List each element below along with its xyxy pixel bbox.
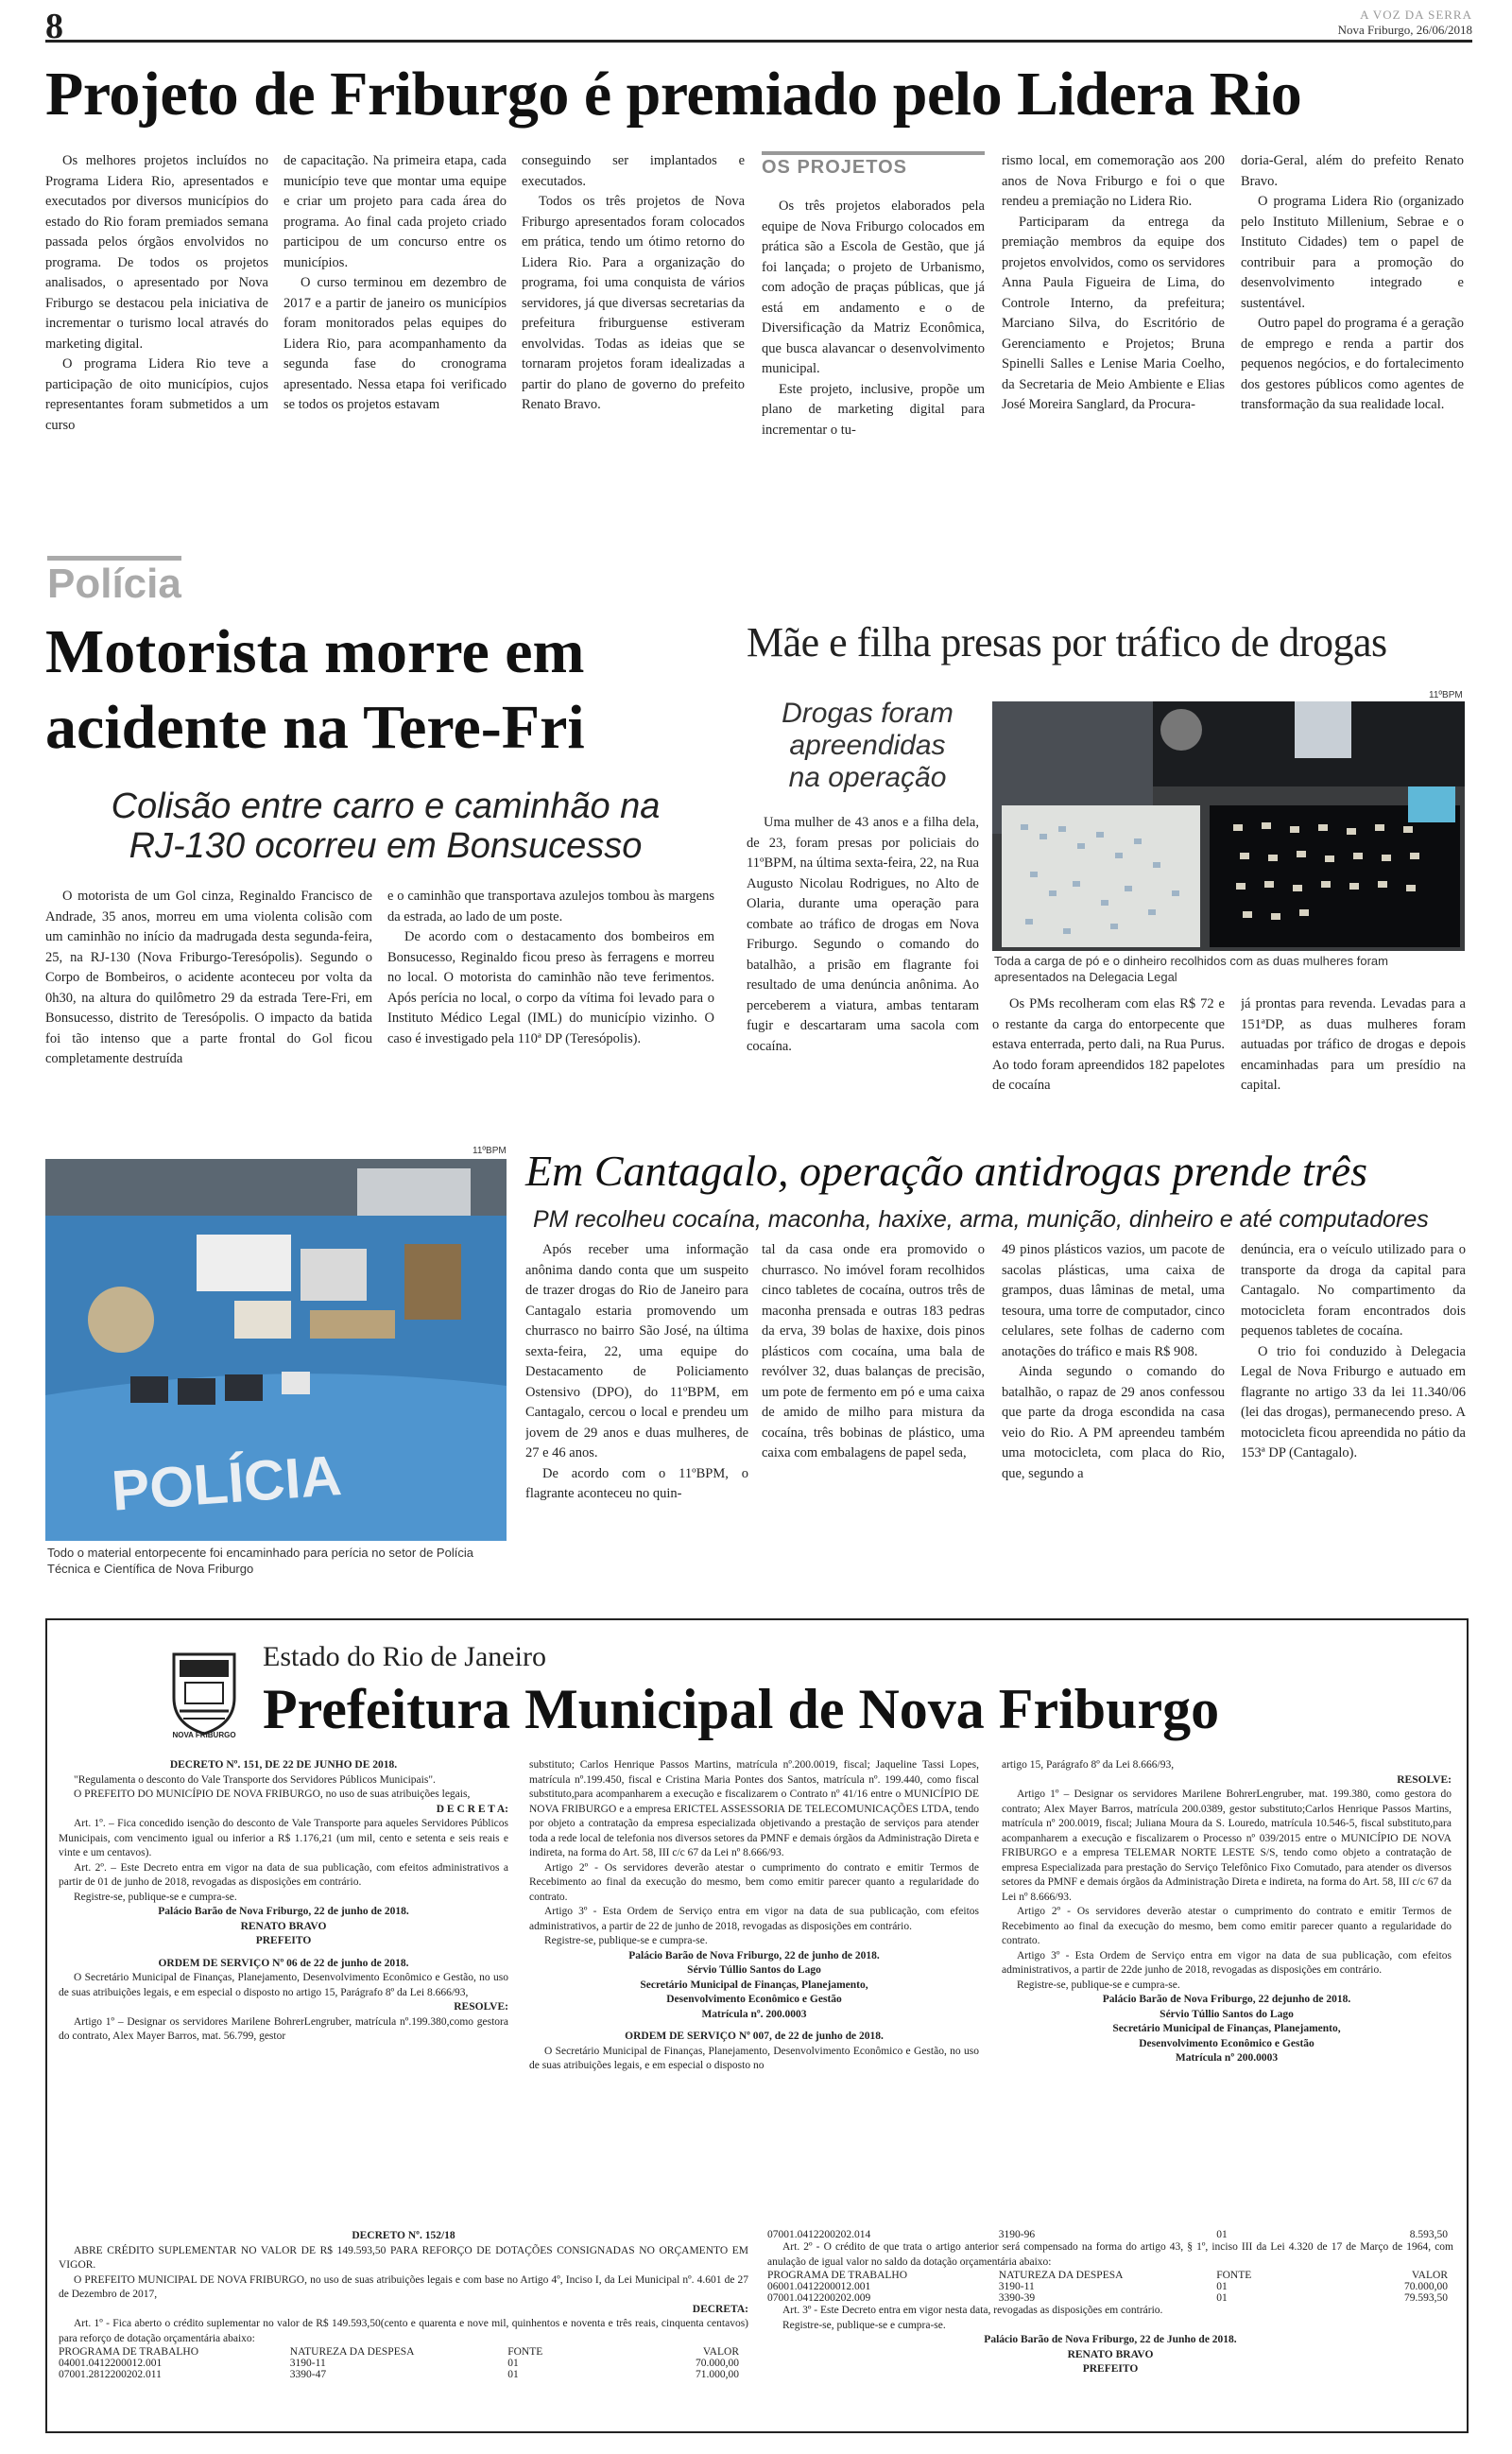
decreto-152-right xyxy=(767,2229,1453,2424)
legal-paragraph: Artigo 2º - Os servidores deverão atestar o cumprimento do contrato e emitir Termos de Recebimento ao final da execução do mesmo, bem como emitir parecer quanto a regularidade do contrato. xyxy=(1002,1906,1452,1946)
decreto-152-left xyxy=(59,2229,748,2424)
table-row xyxy=(767,2281,1448,2292)
lead-col6c-para: Outro papel do programa é a geração de emprego e renda a partir dos pequenos negócios, e do fortalecimento dos gestores públicos como agentes de transformação da sua realidade local. xyxy=(1241,316,1464,412)
table-row xyxy=(767,2229,1448,2240)
table-header-cell: FONTE xyxy=(507,2346,543,2358)
drogas-column-3 xyxy=(1241,994,1466,1138)
decreto-152-p9: PREFEITO xyxy=(1082,2363,1139,2375)
drogas-col3-para: já prontas para revenda. Levadas para a 151ªDP, as duas mulheres foram autuadas por tráfico de drogas e depois encaminhadas para um presídio na capital. xyxy=(1241,996,1466,1093)
policia-headline-line2: acidente na Tere-Fri xyxy=(45,693,585,762)
drogas-photo-image xyxy=(992,701,1465,951)
cantagalo-deck: PM recolheu cocaína, maconha, haxixe, arma, munição, dinheiro e até computadores xyxy=(533,1206,1429,1233)
prefeitura-state: Estado do Rio de Janeiro xyxy=(263,1641,546,1672)
legal-paragraph: Sérvio Túllio Santos do Lago xyxy=(687,1964,821,1976)
decreto-152-p5: Art. 3º - Este Decreto entra em vigor nesta data, revogadas as disposições em contrário. xyxy=(782,2305,1163,2316)
lead-column-1 xyxy=(45,151,268,529)
legal-paragraph: Artigo 2º - Os servidores deverão atestar o cumprimento do contrato e emitir Termos de Recebimento ao final da execução do mesmo, bem como emitir parecer quanto a regularidade do contrato. xyxy=(529,1861,979,1903)
lead-col5-para: rismo local, em comemoração aos 200 anos de Nova Friburgo e foi o que rendeu a premiação no Lidera Rio. xyxy=(1002,153,1225,209)
cantagalo-photo-image xyxy=(45,1159,507,1541)
legal-paragraph: Palácio Barão de Nova Friburgo, 22 de junho de 2018. xyxy=(628,1949,880,1961)
drogas-photo-credit: 11ºBPM xyxy=(1429,690,1463,700)
lead-column-6 xyxy=(1241,151,1464,529)
policia-column-2 xyxy=(387,887,714,1140)
policia-headline-line1: Motorista morre em xyxy=(45,617,585,686)
lead-column-4 xyxy=(762,197,985,529)
table-cell: 07001.0412200202.009 xyxy=(767,2292,871,2304)
table-cell: 3190-11 xyxy=(289,2358,326,2369)
legal-paragraph: substituto; Carlos Henrique Passos Martins, matrícula nº.200.0019, fiscal; Jaqueline Tassi Lopes, matrícula nº.199.450, fiscal e Cristina Maria Pontes dos Santos, matrícula nº. 199.440, como fiscal substituto,para acompanharem a execução e fiscalizarem o Contrato nº 41/16 entre o MUNICÍPIO DE NOVA FRIBURGO e a empresa ERICTEL ASSESSORIA DE TELECOMUNICAÇÕES LTDA, tendo por objeto a contratação da empresa especializada objetivando a prestação de serviços para atender toda a rede local de telefonia nos diversos setores da PMNF e demais órgãos da Administração Direta e indireta, na forma do Art. 58, III c/c 67 da Lei nº 8.666/93. xyxy=(529,1759,979,1858)
drogas-photo-caption: Toda a carga de pó e o dinheiro recolhidos com as duas mulheres foram apresentados na Delegacia Legal xyxy=(994,954,1388,984)
legal-paragraph: Secretário Municipal de Finanças, Planejamento, xyxy=(640,1979,868,1991)
legal-paragraph: Art. 1º. – Fica concedido isenção do desconto de Vale Transporte para aqueles Servidores Públicos Municipais, com vencimento igual ou inferior a R$ 1.176,21 (um mil, cento e setenta e seis reais e vinte e um centavos). xyxy=(59,1818,508,1858)
cantagalo-column-2 xyxy=(762,1240,985,1581)
table-cell: 07001.0412200202.014 xyxy=(767,2229,871,2240)
cantagalo-col4b-para: O trio foi conduzido à Delegacia Legal de Nova Friburgo e autuado em flagrante no artigo 33 da lei 11.340/06 (lei das drogas), permanecendo preso. A motocicleta ficou apreendida no pátio da 153ª DP (Cantagalo). xyxy=(1241,1343,1466,1460)
lead-col3-para: conseguindo ser implantados e executados. xyxy=(522,153,745,189)
table-row xyxy=(59,2358,739,2369)
policia-column-1 xyxy=(45,887,372,1140)
legal-paragraph: ORDEM DE SERVIÇO Nº 06 de 22 de junho de 2018. xyxy=(158,1957,409,1969)
legal-paragraph: Palácio Barão de Nova Friburgo, 22 dejunho de 2018. xyxy=(1102,1994,1351,2005)
prefeitura-crest xyxy=(161,1645,248,1739)
drogas-col1-para: Uma mulher de 43 anos e a filha dela, de 23, foram presas por policiais do 11ºBPM, na última sexta-feira, 22, na Rua Augusto Nicolau Rodrigues, no Alto de Olaria, durante uma operação para combate ao tráfico de drogas em Nova Friburgo. Segundo o comando do batalhão, a prisão em flagrante foi resultado de uma denúncia anônima. Ao perceberem a viatura, ambas tentaram fugir e descartaram uma sacola com cocaína. xyxy=(747,815,979,1054)
cantagalo-photo xyxy=(45,1159,507,1541)
drogas-photo xyxy=(992,701,1465,951)
decreto-152-title: DECRETO Nº. 152/18 xyxy=(352,2230,455,2241)
legal-paragraph: Sérvio Túllio Santos do Lago xyxy=(1160,2008,1294,2020)
legal-paragraph: Registre-se, publique-se e cumpra-se. xyxy=(544,1935,708,1946)
cantagalo-photo-text: POLÍCIA xyxy=(110,1443,344,1523)
page-number: 8 xyxy=(45,7,63,46)
table-cell: 3190-11 xyxy=(998,2281,1035,2292)
table-cell: 3390-39 xyxy=(998,2292,1036,2304)
drogas-deck-line3: na operação xyxy=(788,762,947,793)
table-cell: 07001.2812200202.011 xyxy=(59,2369,162,2380)
legal-paragraph: O PREFEITO DO MUNICÍPIO DE NOVA FRIBURGO, no uso de suas atribuições legais, xyxy=(74,1789,471,1800)
legal-column-1 xyxy=(59,1758,508,2203)
cantagalo-col3-para: 49 pinos plásticos vazios, um pacote de sacolas plásticas, uma caixa de grampos, duas lâminas de metal, uma tesoura, uma torre de computador, cinco celulares, sete folhas de caderno com anotações do tráfico e mais R$ 908. xyxy=(1002,1242,1225,1359)
legal-paragraph: D E C R E T A: xyxy=(436,1803,508,1815)
policia-col1-para: O motorista de um Gol cinza, Reginaldo Francisco de Andrade, 35 anos, morreu em uma violenta colisão com um caminhão no início da madrugada desta segunda-feira, 25, na RJ-130 (Nova Friburgo-Teresópolis). Segundo o Corpo de Bombeiros, o acidente aconteceu por volta da 0h30, na altura do quilômetro 29 da estrada Tere-Fri, em Bonsucesso, distrito de Teresópolis. O impacto da batida foi tão intenso que a parte frontal do Gol ficou completamente destruída xyxy=(45,889,372,1066)
table-cell: 06001.0412200012.001 xyxy=(767,2281,871,2292)
cantagalo-photo-credit: 11ºBPM xyxy=(472,1146,507,1156)
crest-label: NOVA FRIBURGO xyxy=(172,1731,236,1739)
cantagalo-col4-para: denúncia, era o veículo utilizado para o transporte da droga da capital para Cantagalo. No compartimento da motocicleta foram encontrados dois pequenos tabletes de cocaína. xyxy=(1241,1242,1466,1339)
table-header-row xyxy=(767,2270,1448,2281)
lead-col3b-para: Todos os três projetos de Nova Friburgo apresentados foram colocados em prática, tendo um ótimo retorno do Lidera Rio. Para a organização do programa, foi uma conquista de vários servidores, já que diversas secretarias da prefeitura friburguense estiveram envolvidas. Todas as ideias que se tornaram projetos foram idealizadas a partir do plano de governo do prefeito Renato Bravo. xyxy=(522,194,745,412)
legal-paragraph: RESOLVE: xyxy=(454,2001,508,2013)
decreto-152-table-1-cont xyxy=(767,2229,1448,2240)
prefeitura-title: Prefeitura Municipal de Nova Friburgo xyxy=(263,1678,1220,1740)
header-rule xyxy=(45,40,1472,43)
legal-paragraph: Registre-se, publique-se e cumpra-se. xyxy=(74,1891,237,1903)
paper-name: A VOZ DA SERRA xyxy=(1360,8,1472,22)
drogas-deck-line1: Drogas foram xyxy=(782,698,954,729)
table-header-cell: NATUREZA DA DESPESA xyxy=(289,2346,415,2358)
section-tag-policia: Polícia xyxy=(47,556,181,608)
legal-paragraph: Artigo 3º - Esta Ordem de Serviço entra em vigor na data de sua publicação, com efeitos administrativos, a partir de 22 de junho de 2018, revogadas as disposições em contrário. xyxy=(529,1906,979,1932)
lead-column-3 xyxy=(522,151,745,529)
legal-paragraph: PREFEITO xyxy=(255,1935,312,1946)
cantagalo-col3b-para: Ainda segundo o comando do batalhão, o rapaz de 29 anos confessou que parte da droga escondida na casa veio do Rio. A PM apreendeu também uma motocicleta, com placa do Rio, que, segundo a xyxy=(1002,1364,1225,1481)
legal-paragraph: O Secretário Municipal de Finanças, Planejamento, Desenvolvimento Econômico e Gestão, no uso de suas atribuições legais, e em especial o disposto no xyxy=(529,2045,979,2071)
table-header-cell: NATUREZA DA DESPESA xyxy=(998,2270,1124,2281)
legal-paragraph: Art. 2º. – Este Decreto entra em vigor na data de sua publicação, com efeitos administrativos a partir de 01 de junho de 2018, revogadas as disposições em contrário. xyxy=(59,1861,508,1888)
drogas-column-2 xyxy=(992,994,1225,1138)
table-cell: 8.593,50 xyxy=(1409,2229,1448,2240)
legal-paragraph: Desenvolvimento Econômico e Gestão xyxy=(666,1994,842,2005)
table-cell: 70.000,00 xyxy=(1404,2281,1448,2292)
table-cell: 70.000,00 xyxy=(696,2358,739,2369)
cantagalo-col1-para: Após receber uma informação anônima dando conta que um suspeito de trazer drogas do Rio de Janeiro para Cantagalo estaria promovendo um churrasco no bairro São José, na última sexta-feira, 22, uma equipe do Destacamento de Policiamento Ostensivo (DPO), do 11ºBPM, em Cantagalo, cercou o local e prendeu um jovem de 29 anos e duas mulheres, de 27 e 46 anos. xyxy=(525,1242,748,1460)
legal-paragraph: O Secretário Municipal de Finanças, Planejamento, Desenvolvimento Econômico e Gestão, no uso de suas atribuições legais, e em especial o disposto no artigo 15, Parágrafo 8º da Lei 8.666/93, xyxy=(59,1972,508,1998)
section-label-projetos xyxy=(762,151,985,179)
policia-deck xyxy=(45,786,726,866)
legal-paragraph: artigo 15, Parágrafo 8º da Lei 8.666/93, xyxy=(1002,1759,1175,1771)
decreto-152-table-1 xyxy=(59,2346,739,2380)
drogas-col2-para: Os PMs recolheram com elas R$ 72 e o restante da carga do entorpecente que estava enterrada, perto dali, na Rua Purus. Ao todo foram apreendidos 182 papelotes de cocaína xyxy=(992,996,1225,1093)
table-header-cell: FONTE xyxy=(1216,2270,1252,2281)
lead-column-2 xyxy=(284,151,507,529)
decreto-152-p6: Registre-se, publique-se e cumpra-se. xyxy=(782,2319,946,2331)
decreto-152-p7: Palácio Barão de Nova Friburgo, 22 de Junho de 2018. xyxy=(984,2334,1237,2345)
policia-deck-line2: RJ-130 ocorreu em Bonsucesso xyxy=(129,826,643,866)
table-row xyxy=(767,2292,1448,2304)
policia-col2-para: e o caminhão que transportava azulejos tombou às margens da estrada, ao lado de um poste. xyxy=(387,889,714,925)
drogas-headline: Mãe e filha presas por tráfico de drogas xyxy=(747,619,1387,665)
legal-paragraph: Artigo 1º – Designar os servidores Marilene BohrerLengruber, matrícula nº.199.380,como gestora do contrato, Alex Mayer Barros, mat. 56.799, gestor xyxy=(59,2015,508,2042)
drogas-column-1 xyxy=(747,813,979,1138)
table-cell: 3190-96 xyxy=(998,2229,1036,2240)
lead-col6-para: doria-Geral, além do prefeito Renato Bravo. xyxy=(1241,153,1464,189)
legal-paragraph: Matrícula nº 200.0003 xyxy=(1175,2052,1279,2064)
lead-col4-para: Os três projetos elaborados pela equipe de Nova Friburgo colocados em prática são a Escola de Gestão, que já foi lançada; o projeto de Urbanismo, com adoção de praças públicas, que já está em andamento e o de Diversificação da Matriz Econômica, que busca alavancar o desenvolvimento municipal. xyxy=(762,199,985,376)
table-cell: 71.000,00 xyxy=(696,2369,739,2380)
decreto-152-p1: ABRE CRÉDITO SUPLEMENTAR NO VALOR DE R$ 149.593,50 PARA REFORÇO DE DOTAÇÕES CONSIGNADAS NO ORÇAMENTO EM VIGOR. xyxy=(59,2244,748,2271)
table-header-cell: PROGRAMA DE TRABALHO xyxy=(767,2270,908,2281)
table-header-cell: PROGRAMA DE TRABALHO xyxy=(59,2346,199,2358)
legal-paragraph: ORDEM DE SERVIÇO Nº 007, de 22 de junho de 2018. xyxy=(625,2031,884,2042)
section-label-text: OS PROJETOS xyxy=(762,151,985,179)
legal-column-3 xyxy=(1002,1758,1452,2203)
table-cell: 04001.0412200012.001 xyxy=(59,2358,163,2369)
table-cell: 3390-47 xyxy=(289,2369,327,2380)
legal-paragraph: Artigo 3º - Esta Ordem de Serviço entra em vigor na data de sua publicação, com efeitos administrativos, a partir de 22de junho de 2018, revogadas as disposições em contrário. xyxy=(1002,1949,1452,1976)
crest-icon xyxy=(161,1645,248,1739)
table-cell: 79.593,50 xyxy=(1404,2292,1448,2304)
table-cell: 01 xyxy=(1216,2292,1228,2304)
drogas-deck-line2: apreendidas xyxy=(789,730,946,761)
table-header-cell: VALOR xyxy=(702,2346,739,2358)
lead-col2b-para: O curso terminou em dezembro de 2017 e a partir de janeiro os municípios foram monitorados pelas equipes do Lidera Rio, para acompanhamento da segunda fase do cronograma apresentado. Nessa etapa foi verificado se todos os projetos estavam xyxy=(284,275,507,412)
legal-paragraph: Matrícula nº. 200.0003 xyxy=(701,2008,807,2020)
lead-col4b-para: Este projeto, inclusive, propõe um plano de marketing digital para incrementar o tu- xyxy=(762,381,985,438)
policia-deck-line1: Colisão entre carro e caminhão na xyxy=(111,786,661,826)
lead-col1b-para: O programa Lidera Rio teve a participação de oito municípios, cujos representantes foram submetidos a um curso xyxy=(45,356,268,433)
drogas-deck xyxy=(756,698,979,794)
legal-paragraph: RENATO BRAVO xyxy=(240,1920,327,1932)
page-dateline xyxy=(1338,8,1472,38)
table-row xyxy=(59,2369,739,2380)
table-header-row xyxy=(59,2346,739,2358)
lead-headline: Projeto de Friburgo é premiado pelo Lidera Rio xyxy=(45,60,1302,129)
decreto-152-p2: O PREFEITO MUNICIPAL DE NOVA FRIBURGO, no uso de suas atribuições legais e com base no Artigo 4º, Inciso I, da Lei Municipal nº. 4.601 de 27 de Dezembro de 2017, xyxy=(59,2273,748,2300)
decreto-152-p3: Art. 1º - Fica aberto o crédito suplementar no valor de R$ 149.593,50(cento e quarenta e nove mil, quinhentos e noventa e três reais, cinquenta centavos) para reforço de dotação orçamentária abaixo: xyxy=(59,2318,748,2344)
table-cell: 01 xyxy=(507,2358,519,2369)
legal-paragraph xyxy=(59,1949,508,1957)
legal-paragraph: RESOLVE: xyxy=(1397,1773,1452,1786)
table-header-cell: VALOR xyxy=(1411,2270,1448,2281)
legal-paragraph: Desenvolvimento Econômico e Gestão xyxy=(1139,2037,1314,2049)
lead-col1-para: Os melhores projetos incluídos no Programa Lidera Rio, apresentados e executados por diversos municípios do estado do Rio foram premiados semana passada pelos órgãos envolvidos no programa. De todos os projetos analisados, o apresentado por Nova Friburgo se destacou pela iniciativa de incrementar o turismo local através do marketing digital. xyxy=(45,153,268,352)
lead-col6b-para: O programa Lidera Rio (organizado pelo Instituto Millenium, Sebrae e o Instituto Cidades) tem o papel de contribuir para a promoção do desenvolvimento integrado e sustentável. xyxy=(1241,194,1464,311)
policia-col2b-para: De acordo com o destacamento dos bombeiros em Bonsucesso, Reginaldo ficou preso às ferragens e morreu no local. O motorista do caminhão não teve ferimentos. Após perícia no local, o corpo da vítima foi levado para o Instituto Médico Legal (IML) do município vizinho. O caso é investigado pela 110ª DP (Teresópolis). xyxy=(387,929,714,1046)
cantagalo-col2-para: tal da casa onde era promovido o churrasco. No imóvel foram recolhidos cinco tabletes de cocaína, outros três de maconha prensada e outras 183 pedras da erva, 39 bolas de haxixe, dois pinos plásticos com cocaína, uma bala de revólver 32, duas balanças de precisão, um pote de fermento em pó e uma caixa de amido de milho para mistura da cocaína, três bobinas de plástico, uma caixa com embalagens de papel seda, xyxy=(762,1242,985,1460)
lead-col2-para: de capacitação. Na primeira etapa, cada município teve que montar uma equipe e criar um projeto para cada área do programa. Ao final cada projeto criado participou de um concurso entre os municípios. xyxy=(284,153,507,270)
lead-col5b-para: Participaram da entrega da premiação membros da equipe dos projetos envolvidos, como os servidores Anna Paula Figueira de Lima, do Controle Interno, da prefeitura; Marciano Silva, do Escritório de Gerenciamento e Projetos; Bruna Spinelli Salles e Lenise Maria Coelho, da Secretaria de Meio Ambiente e Elias José Moreira Sanglard, da Procura- xyxy=(1002,214,1225,412)
legal-column-2 xyxy=(529,1758,979,2203)
legal-paragraph: DECRETO Nº. 151, DE 22 DE JUNHO DE 2018. xyxy=(169,1759,398,1771)
table-cell: 01 xyxy=(1216,2281,1228,2292)
cantagalo-column-4 xyxy=(1241,1240,1466,1581)
cantagalo-column-1 xyxy=(525,1240,748,1581)
decreto-152-p8: RENATO BRAVO xyxy=(1067,2348,1154,2360)
legal-paragraph: "Regulamenta o desconto do Vale Transporte dos Servidores Públicos Municipais". xyxy=(74,1773,436,1786)
decreto-152-decreta: DECRETA: xyxy=(692,2303,748,2315)
legal-paragraph xyxy=(529,2022,979,2030)
dateline: Nova Friburgo, 26/06/2018 xyxy=(1337,23,1472,37)
cantagalo-photo-caption: Todo o material entorpecente foi encaminhado para perícia no setor de Polícia Técnica e Científica de Nova Friburgo xyxy=(47,1546,473,1576)
cantagalo-col1b-para: De acordo com o 11ºBPM, o flagrante aconteceu no quin- xyxy=(525,1465,748,1501)
decreto-152-table-2 xyxy=(767,2270,1448,2304)
legal-paragraph: Secretário Municipal de Finanças, Planejamento, xyxy=(1112,2023,1341,2034)
legal-paragraph: Palácio Barão de Nova Friburgo, 22 de junho de 2018. xyxy=(158,1906,409,1917)
table-cell: 01 xyxy=(1216,2229,1228,2240)
legal-paragraph: Artigo 1º – Designar os servidores Marilene BohrerLengruber, mat. 199.380, como gestora do contrato; Alex Mayer Barros, matrícula 200.0389, gestor substituto;Carlos Henrique Passos Martins, matrícula nº 200.0019, fiscal; Juliana Moura da S. Louredo, matrícula 10.546-5, fiscal substituto,para acompanharem a execução e fiscalizarem o Processo nº 039/2015 entre o MUNICÍPIO DE NOVA FRIBURGO e a empresa TELEMAR NORTE LESTE S/S, tendo como objeto a contratação de empresa Especializada para prestação do Serviço Telefônico Fixo Comutado, para atender os diversos setores da PMNF e demais órgãos da Administração Direta e indireta, na forma do Art. 58, III c/c 67 da Lei nº 8.666/93. xyxy=(1002,1789,1452,1903)
legal-paragraph: Registre-se, publique-se e cumpra-se. xyxy=(1017,1979,1180,1991)
cantagalo-headline: Em Cantagalo, operação antidrogas prende três xyxy=(525,1147,1367,1195)
decreto-152-p4: Art. 2º - O crédito de que trata o artigo anterior será compensado na forma do artigo 43, § 1º, inciso III da Lei 4.320 de 17 de Março de 1964, com anulação de igual valor no saldo da dotação orçamentária abaixo: xyxy=(767,2241,1453,2268)
cantagalo-column-3 xyxy=(1002,1240,1225,1581)
lead-column-5 xyxy=(1002,151,1225,529)
table-cell: 01 xyxy=(507,2369,519,2380)
